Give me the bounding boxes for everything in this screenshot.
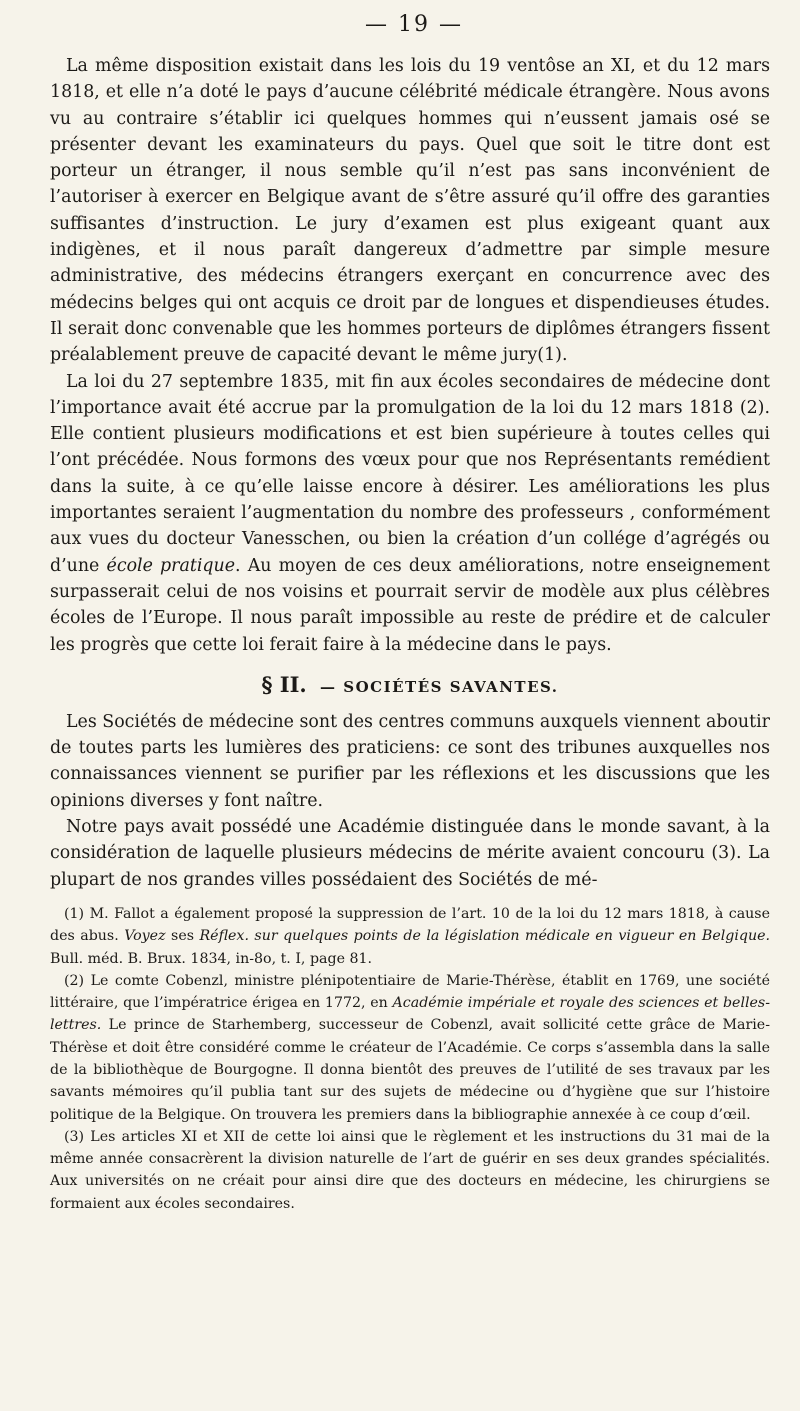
footnote-1-text-a: (1) M. Fallot a également proposé la suppression de l’art. 10 de la loi du 12 mars 1818, à cause des abus. xyxy=(50,905,770,945)
paragraph-societies: Les Sociétés de médecine sont des centres communs auxquels viennent aboutir de toutes parts les lumières des praticiens: ce sont des tribunes auxquelles nos connaissances viennent se purifier par les réflexions et les discussions que les opinions diverses y font naître. xyxy=(50,711,770,811)
footnotes xyxy=(50,903,770,1215)
section-title: — SOCIÉTÉS SAVANTES. xyxy=(320,677,559,696)
footnote-2-title: Académie impériale et royale des sciences et belles-lettres. xyxy=(50,995,770,1034)
footnote-1-text-c: Bull. méd. B. Brux. 1834, in-8o, t. I, page 81. xyxy=(50,950,373,967)
section-text xyxy=(50,709,770,893)
section-heading xyxy=(50,672,770,697)
section-mark: § II. xyxy=(261,671,307,697)
paragraph-academy: Notre pays avait possédé une Académie distinguée dans le monde savant, à la considération de laquelle plusieurs médecins de mérite avaient concouru (3). La plupart de nos grandes villes possédaient des Sociétés de mé- xyxy=(50,817,770,890)
footnote-2 xyxy=(50,970,770,1126)
paragraph-law-1835 xyxy=(50,369,770,658)
ecole-pratique-term: école pratique xyxy=(106,555,236,576)
footnote-2-text-b: Le prince de Starhemberg, successeur de Cobenzl, avait sollicité cette grâce de Marie-Thérèse et doit être considéré comme le créateur de l’Académie. Ce corps s’assembla dans la salle de la bibliothèque de Bourgogne. Il donna bientôt des preuves de l’utilité de ses travaux par les savants mémoires qu’il publia tant sur des sujets de médecine ou d’hygiène que sur l’histoire politique de la Belgique. On trouvera les premiers dans la bibliographie annexée à ce coup d’œil. xyxy=(50,1017,770,1123)
main-text xyxy=(50,53,770,658)
footnote-1 xyxy=(50,903,770,970)
paragraph-foreign-doctors: La même disposition existait dans les lois du 19 ventôse an XI, et du 12 mars 1818, et elle n’a doté le pays d’aucune célébrité médicale étrangère. Nous avons vu au contraire s’établir ici quelques hommes qui n’eussent jamais osé se présenter devant les examinateurs du pays. Quel que soit le titre dont est porteur un étranger, il nous semble qu’il n’est pas sans inconvénient de l’autoriser à exercer en Belgique avant de s’être assuré qu’il offre des garanties suffisantes d’instruction. Le jury d’examen est plus exigeant quant aux indigènes, et il nous paraît dangereux d’admettre par simple mesure administrative, des médecins étrangers exerçant en concurrence avec des médecins belges qui ont acquis ce droit par de longues et dispendieuses études. Il serait donc convenable que les hommes porteurs de diplômes étrangers fissent préalablement preuve de capacité devant le même jury(1). xyxy=(50,56,770,366)
footnote-1-title: Réflex. sur quelques points de la législation médicale en vigueur en Belgique. xyxy=(199,928,770,945)
footnote-1-text-b: ses xyxy=(171,928,195,945)
paragraph-law-1835-part1: La loi du 27 septembre 1835, mit fin aux écoles secondaires de médecine dont l’importance avait été accrue par la promulgation de la loi du 12 mars 1818 (2). Elle contient plusieurs modifications et est bien supérieure à toutes celles qui l’ont précédée. Nous formons des vœux pour que nos Représentants remédient dans la suite, à ce qu’elle laisse encore à désirer. Les améliorations les plus importantes seraient l’augmentation du nombre des professeurs , conformément aux vues du docteur Vanesschen, ou bien la création d’un collége d’agrégés ou d’une xyxy=(50,371,770,576)
page-number: — 19 — xyxy=(365,12,463,37)
footnote-3: (3) Les articles XI et XII de cette loi ainsi que le règlement et les instructions du 31 mai de la même année consacrèrent la division naturelle de l’art de guérir en ses deux grandes spécialités. Aux universités on ne créait pour ainsi dire que des docteurs en médecine, les chirurgiens se formaient aux écoles secondaires. xyxy=(50,1128,770,1212)
footnote-2-text-a: (2) Le comte Cobenzl, ministre plénipotentiaire de Marie-Thérèse, établit en 1769, une société littéraire, que l’impératrice érigea en 1772, en xyxy=(50,972,770,1012)
footnote-1-voyez: Voyez xyxy=(124,928,166,945)
paragraph-law-1835-part2: . Au moyen de ces deux améliorations, notre enseignement surpasserait celui de nos voisins et pourrait servir de modèle aux plus célèbres écoles de l’Europe. Il nous paraît impossible au reste de prédire et de calculer les progrès que cette loi ferait faire à la médecine dans le pays. xyxy=(50,555,770,655)
